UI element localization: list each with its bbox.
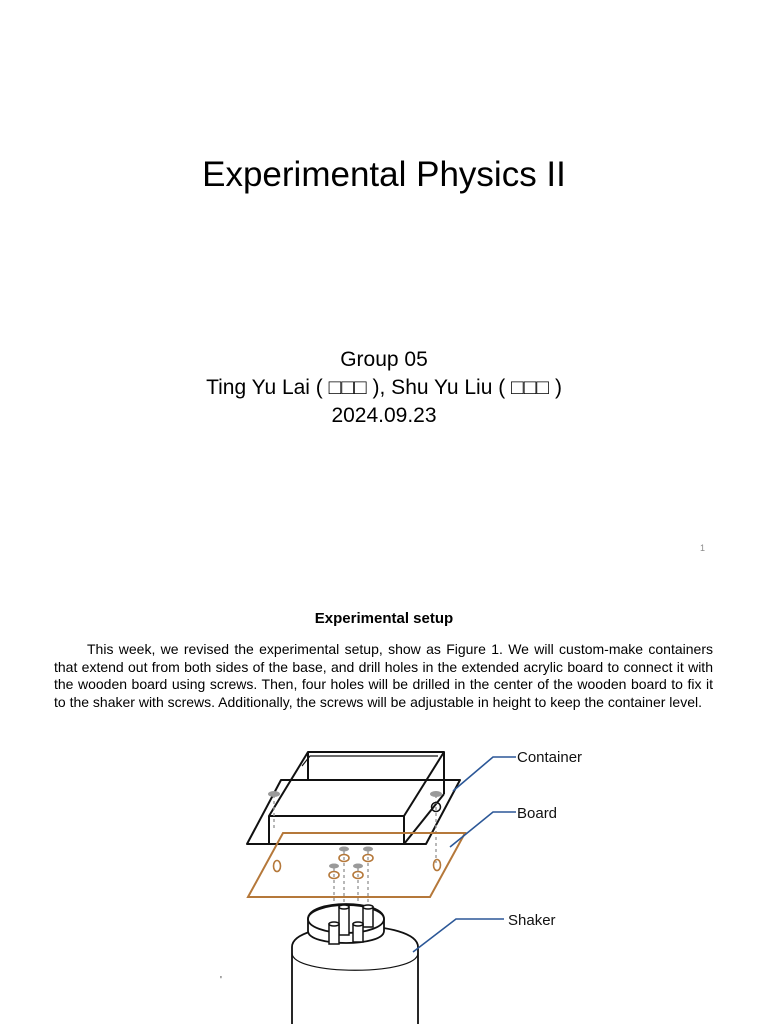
leader-lines <box>413 757 516 952</box>
shaker-label: Shaker <box>508 912 556 929</box>
flange-screw-right <box>430 791 442 863</box>
body-paragraph: This week, we revised the experimental setup, show as Figure 1. We will custom-make containers that extend out from both sides of the base, and drill holes in the extended acrylic board to connect it with the wooden board using screws. Then, four holes will be drilled in the center of the wooden board to fix it to the shaker with screws. Additionally, the screws will be adjustable in height to keep the container level. <box>54 641 713 710</box>
container-label: Container <box>517 749 583 766</box>
board-label: Board <box>517 805 558 822</box>
date: 2024.09.23 <box>331 404 437 427</box>
authors: Ting Yu Lai ( □□□ ), Shu Yu Liu ( □□□ ) <box>206 376 562 399</box>
board-screw-heads <box>329 847 373 869</box>
section-heading: Experimental setup <box>314 610 454 627</box>
container-box <box>247 752 460 844</box>
page-number: 1 <box>700 543 706 553</box>
setup-figure <box>208 731 610 1024</box>
slide-title: Experimental Physics II <box>202 155 566 194</box>
group-name: Group 05 <box>340 348 428 371</box>
slide-subtitle <box>0 346 768 430</box>
stray-mark: ' <box>220 975 222 986</box>
